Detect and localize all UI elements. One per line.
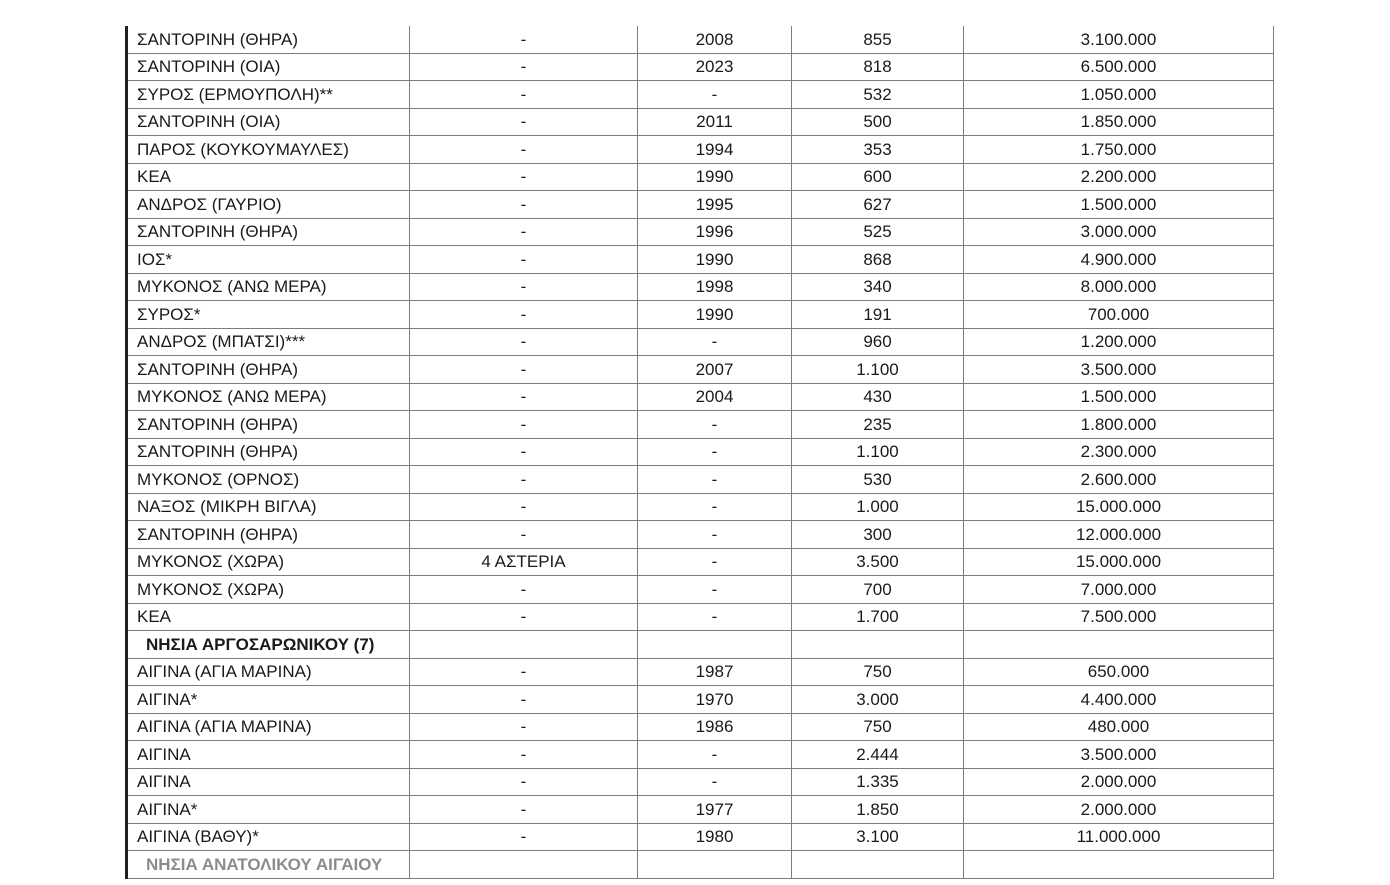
category-cell: - <box>410 328 638 356</box>
size-cell: 627 <box>792 191 964 219</box>
price-cell <box>964 851 1274 879</box>
price-cell: 3.500.000 <box>964 741 1274 769</box>
price-cell: 15.000.000 <box>964 548 1274 576</box>
location-cell: ΝΑΞΟΣ (ΜΙΚΡΗ ΒΙΓΛΑ) <box>127 493 410 521</box>
year-cell: 1995 <box>638 191 792 219</box>
table-row <box>127 273 1274 301</box>
category-cell: - <box>410 81 638 109</box>
category-cell: - <box>410 26 638 53</box>
size-cell <box>792 851 964 879</box>
location-cell: ΜΥΚΟΝΟΣ (ΑΝΩ ΜΕΡΑ) <box>127 383 410 411</box>
price-cell: 2.000.000 <box>964 768 1274 796</box>
location-cell: ΑΙΓΙΝΑ* <box>127 796 410 824</box>
price-cell: 7.000.000 <box>964 576 1274 604</box>
location-cell: ΑΙΓΙΝΑ* <box>127 686 410 714</box>
table-row <box>127 548 1274 576</box>
size-cell: 300 <box>792 521 964 549</box>
size-cell: 530 <box>792 466 964 494</box>
category-cell: - <box>410 383 638 411</box>
price-cell: 1.500.000 <box>964 191 1274 219</box>
location-cell: ΣΑΝΤΟΡΙΝΗ (ΘΗΡΑ) <box>127 411 410 439</box>
category-cell: - <box>410 246 638 274</box>
year-cell: - <box>638 521 792 549</box>
table-row <box>127 136 1274 164</box>
price-cell <box>964 631 1274 659</box>
price-cell: 1.200.000 <box>964 328 1274 356</box>
price-cell: 2.600.000 <box>964 466 1274 494</box>
table-row <box>127 301 1274 329</box>
size-cell: 2.444 <box>792 741 964 769</box>
year-cell: 1977 <box>638 796 792 824</box>
location-cell: ΣΑΝΤΟΡΙΝΗ (ΘΗΡΑ) <box>127 356 410 384</box>
category-cell: - <box>410 301 638 329</box>
location-cell: ΙΟΣ* <box>127 246 410 274</box>
price-cell: 480.000 <box>964 713 1274 741</box>
category-cell: - <box>410 191 638 219</box>
location-cell: ΝΗΣΙΑ ΑΡΓΟΣΑΡΩΝΙΚΟΥ (7) <box>127 631 410 659</box>
location-cell: ΣΑΝΤΟΡΙΝΗ (ΘΗΡΑ) <box>127 218 410 246</box>
size-cell: 235 <box>792 411 964 439</box>
location-cell: ΑΙΓΙΝΑ (ΑΓΙΑ ΜΑΡΙΝΑ) <box>127 713 410 741</box>
year-cell: - <box>638 548 792 576</box>
price-cell: 1.800.000 <box>964 411 1274 439</box>
size-cell: 500 <box>792 108 964 136</box>
location-cell: ΑΙΓΙΝΑ <box>127 768 410 796</box>
category-cell: - <box>410 108 638 136</box>
size-cell: 700 <box>792 576 964 604</box>
size-cell: 525 <box>792 218 964 246</box>
category-cell: - <box>410 823 638 851</box>
table-row <box>127 411 1274 439</box>
size-cell: 353 <box>792 136 964 164</box>
table-row <box>127 191 1274 219</box>
price-cell: 7.500.000 <box>964 603 1274 631</box>
size-cell: 532 <box>792 81 964 109</box>
year-cell: - <box>638 768 792 796</box>
category-cell: - <box>410 466 638 494</box>
year-cell <box>638 631 792 659</box>
table-row <box>127 658 1274 686</box>
year-cell: 1980 <box>638 823 792 851</box>
year-cell <box>638 851 792 879</box>
year-cell: 1970 <box>638 686 792 714</box>
table-body <box>127 26 1274 878</box>
year-cell: - <box>638 576 792 604</box>
size-cell: 1.100 <box>792 356 964 384</box>
location-cell: ΚΕΑ <box>127 163 410 191</box>
category-cell: - <box>410 658 638 686</box>
category-cell: - <box>410 796 638 824</box>
price-cell: 8.000.000 <box>964 273 1274 301</box>
properties-table <box>125 26 1274 879</box>
table-row <box>127 81 1274 109</box>
year-cell: 1990 <box>638 246 792 274</box>
year-cell: 1994 <box>638 136 792 164</box>
price-cell: 2.200.000 <box>964 163 1274 191</box>
location-cell: ΜΥΚΟΝΟΣ (ΧΩΡΑ) <box>127 576 410 604</box>
category-cell: - <box>410 493 638 521</box>
size-cell: 3.000 <box>792 686 964 714</box>
table-row <box>127 576 1274 604</box>
table-row <box>127 328 1274 356</box>
location-cell: ΣΑΝΤΟΡΙΝΗ (ΟΙΑ) <box>127 53 410 81</box>
year-cell: 2023 <box>638 53 792 81</box>
location-cell: ΠΑΡΟΣ (ΚΟΥΚΟΥΜΑΥΛΕΣ) <box>127 136 410 164</box>
size-cell: 340 <box>792 273 964 301</box>
location-cell: ΝΗΣΙΑ ΑΝΑΤΟΛΙΚΟΥ ΑΙΓΑΙΟΥ <box>127 851 410 879</box>
table-row <box>127 246 1274 274</box>
year-cell: - <box>638 411 792 439</box>
category-cell: 4 ΑΣΤΕΡΙΑ <box>410 548 638 576</box>
size-cell: 3.500 <box>792 548 964 576</box>
category-cell <box>410 631 638 659</box>
location-cell: ΜΥΚΟΝΟΣ (ΑΝΩ ΜΕΡΑ) <box>127 273 410 301</box>
category-cell: - <box>410 741 638 769</box>
size-cell: 855 <box>792 26 964 53</box>
size-cell: 1.850 <box>792 796 964 824</box>
location-cell: ΣΑΝΤΟΡΙΝΗ (ΟΙΑ) <box>127 108 410 136</box>
table-row <box>127 53 1274 81</box>
table-row <box>127 823 1274 851</box>
category-cell <box>410 851 638 879</box>
category-cell: - <box>410 686 638 714</box>
price-cell: 1.750.000 <box>964 136 1274 164</box>
location-cell: ΜΥΚΟΝΟΣ (ΟΡΝΟΣ) <box>127 466 410 494</box>
location-cell: ΣΑΝΤΟΡΙΝΗ (ΘΗΡΑ) <box>127 521 410 549</box>
location-cell: ΑΝΔΡΟΣ (ΜΠΑΤΣΙ)*** <box>127 328 410 356</box>
size-cell: 3.100 <box>792 823 964 851</box>
price-cell: 3.100.000 <box>964 26 1274 53</box>
table-row <box>127 466 1274 494</box>
price-cell: 11.000.000 <box>964 823 1274 851</box>
category-cell: - <box>410 576 638 604</box>
location-cell: ΑΙΓΙΝΑ (ΑΓΙΑ ΜΑΡΙΝΑ) <box>127 658 410 686</box>
category-cell: - <box>410 603 638 631</box>
year-cell: 1986 <box>638 713 792 741</box>
table-row <box>127 383 1274 411</box>
year-cell: 2011 <box>638 108 792 136</box>
price-cell: 2.300.000 <box>964 438 1274 466</box>
category-cell: - <box>410 136 638 164</box>
year-cell: 1990 <box>638 163 792 191</box>
table-row <box>127 521 1274 549</box>
category-cell: - <box>410 53 638 81</box>
location-cell: ΚΕΑ <box>127 603 410 631</box>
size-cell: 750 <box>792 713 964 741</box>
year-cell: - <box>638 493 792 521</box>
location-cell: ΜΥΚΟΝΟΣ (ΧΩΡΑ) <box>127 548 410 576</box>
location-cell: ΑΝΔΡΟΣ (ΓΑΥΡΙΟ) <box>127 191 410 219</box>
table-row <box>127 26 1274 53</box>
table-row <box>127 108 1274 136</box>
size-cell: 1.335 <box>792 768 964 796</box>
price-cell: 15.000.000 <box>964 493 1274 521</box>
price-cell: 2.000.000 <box>964 796 1274 824</box>
size-cell: 600 <box>792 163 964 191</box>
price-cell: 700.000 <box>964 301 1274 329</box>
price-cell: 3.500.000 <box>964 356 1274 384</box>
price-cell: 1.050.000 <box>964 81 1274 109</box>
category-cell: - <box>410 273 638 301</box>
category-cell: - <box>410 768 638 796</box>
category-cell: - <box>410 218 638 246</box>
location-cell: ΑΙΓΙΝΑ <box>127 741 410 769</box>
size-cell: 818 <box>792 53 964 81</box>
category-cell: - <box>410 438 638 466</box>
year-cell: 2007 <box>638 356 792 384</box>
table-row <box>127 713 1274 741</box>
table-row <box>127 686 1274 714</box>
year-cell: - <box>638 438 792 466</box>
year-cell: - <box>638 328 792 356</box>
price-cell: 650.000 <box>964 658 1274 686</box>
price-cell: 4.900.000 <box>964 246 1274 274</box>
location-cell: ΣΑΝΤΟΡΙΝΗ (ΘΗΡΑ) <box>127 438 410 466</box>
table-row <box>127 741 1274 769</box>
size-cell: 430 <box>792 383 964 411</box>
section-row <box>127 631 1274 659</box>
year-cell: 1998 <box>638 273 792 301</box>
size-cell: 750 <box>792 658 964 686</box>
year-cell: 2008 <box>638 26 792 53</box>
size-cell: 191 <box>792 301 964 329</box>
category-cell: - <box>410 713 638 741</box>
table-row <box>127 163 1274 191</box>
location-cell: ΣΑΝΤΟΡΙΝΗ (ΘΗΡΑ) <box>127 26 410 53</box>
price-cell: 12.000.000 <box>964 521 1274 549</box>
size-cell: 960 <box>792 328 964 356</box>
table-row <box>127 356 1274 384</box>
location-cell: ΑΙΓΙΝΑ (ΒΑΘΥ)* <box>127 823 410 851</box>
category-cell: - <box>410 521 638 549</box>
size-cell <box>792 631 964 659</box>
year-cell: - <box>638 466 792 494</box>
price-cell: 3.000.000 <box>964 218 1274 246</box>
year-cell: - <box>638 81 792 109</box>
price-cell: 6.500.000 <box>964 53 1274 81</box>
size-cell: 1.700 <box>792 603 964 631</box>
table-row <box>127 218 1274 246</box>
section-row-partial <box>127 851 1274 879</box>
table-row <box>127 603 1274 631</box>
size-cell: 1.000 <box>792 493 964 521</box>
location-cell: ΣΥΡΟΣ (ΕΡΜΟΥΠΟΛΗ)** <box>127 81 410 109</box>
table-row <box>127 493 1274 521</box>
size-cell: 868 <box>792 246 964 274</box>
year-cell: 1987 <box>638 658 792 686</box>
table-row <box>127 768 1274 796</box>
year-cell: 2004 <box>638 383 792 411</box>
category-cell: - <box>410 163 638 191</box>
table-row <box>127 438 1274 466</box>
location-cell: ΣΥΡΟΣ* <box>127 301 410 329</box>
year-cell: - <box>638 741 792 769</box>
price-cell: 4.400.000 <box>964 686 1274 714</box>
category-cell: - <box>410 356 638 384</box>
category-cell: - <box>410 411 638 439</box>
year-cell: - <box>638 603 792 631</box>
price-cell: 1.850.000 <box>964 108 1274 136</box>
year-cell: 1996 <box>638 218 792 246</box>
size-cell: 1.100 <box>792 438 964 466</box>
price-cell: 1.500.000 <box>964 383 1274 411</box>
year-cell: 1990 <box>638 301 792 329</box>
table-row <box>127 796 1274 824</box>
